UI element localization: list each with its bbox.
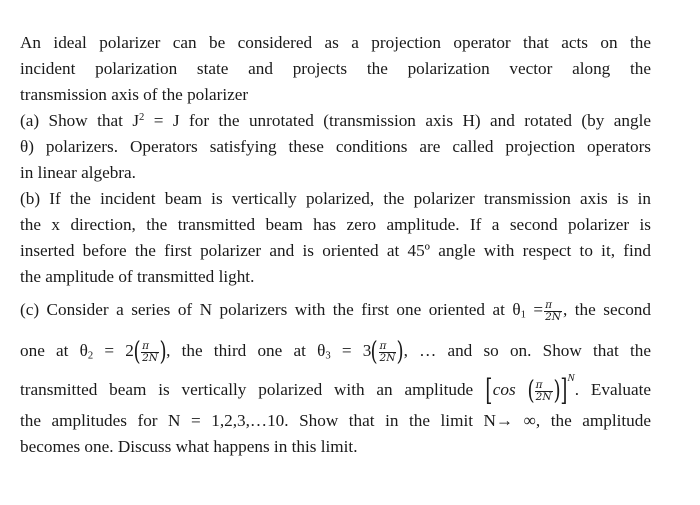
part-b-line-4: the amplitude of transmitted light. [20, 267, 255, 286]
part-b-line-2: the x direction, the transmitted beam has zero amplitude. If a second polarizer is [20, 215, 651, 234]
fraction-pi-over-2n-3 [379, 341, 397, 364]
part-c-line-3 [20, 372, 651, 408]
fraction-denominator: 2N [545, 310, 561, 323]
part-c-text-1: (c) Consider a series of N polarizers with the first one oriented at θ [20, 300, 521, 319]
fraction-denominator: 2N [142, 351, 158, 364]
theta1-subscript: 1 [520, 309, 526, 321]
part-a-line-1 [20, 108, 651, 134]
part-c-text-9: . Evaluate [574, 380, 652, 399]
theta2-subscript: 2 [87, 350, 94, 362]
part-c-line-1 [20, 290, 651, 330]
intro-line-1: An ideal polarizer can be considered as a projection operator that acts on the [20, 33, 651, 52]
theta3-subscript: 3 [325, 350, 331, 362]
part-a-line-2: θ) polarizers. Operators satisfying these conditions are called projection operators [20, 137, 651, 156]
left-bracket: [ [485, 373, 493, 409]
right-paren: ) [159, 337, 167, 368]
part-b-line-1: (b) If the incident beam is vertically polarized, the polarizer transmission axis is in [20, 189, 651, 208]
cos-function: cos [492, 380, 516, 399]
equals-sign: = [525, 300, 544, 319]
part-a-line-3: in linear algebra. [20, 163, 136, 182]
fraction-denominator: 2N [535, 390, 552, 403]
part-c-text-4: = 2 [93, 341, 134, 360]
right-paren: ) [396, 337, 405, 368]
left-paren: ( [527, 376, 535, 407]
part-c-text-8: transmitted beam is vertically polarized with an amplitude [20, 380, 486, 399]
part-c-text-2: , the second [563, 300, 651, 319]
left-paren: ( [370, 337, 379, 368]
power-n: N [567, 372, 575, 384]
fraction-pi-over-2n [544, 300, 562, 323]
part-c-text-5: , the third one at θ [166, 341, 326, 360]
part-c-line-2 [20, 330, 651, 372]
part-c-text-6: = 3 [330, 341, 372, 360]
fraction-numerator: π [379, 341, 397, 353]
fraction-numerator: π [544, 300, 562, 312]
problem-text [20, 30, 651, 460]
part-c-line-5: becomes one. Discuss what happens in this limit. [20, 437, 358, 456]
part-a-text-1: (a) Show that J [20, 111, 140, 130]
fraction-numerator: π [141, 341, 159, 353]
part-c-text-7: , … and so on. Show that the [403, 341, 651, 360]
part-b-line-3: inserted before the first polarizer and is oriented at 45º angle with respect to it, find [20, 241, 651, 260]
part-c-text-3: one at θ [20, 341, 88, 360]
part-a-text-2: = J for the unrotated (transmission axis H) and rotated (by angle [144, 111, 652, 130]
j-squared-exponent: 2 [139, 112, 145, 124]
left-paren: ( [133, 337, 141, 368]
intro-line-2: incident polarization state and projects the polarization vector along the [20, 59, 651, 78]
intro-line-3: transmission axis of the polarizer [20, 85, 249, 104]
fraction-pi-over-2n-2 [141, 341, 159, 364]
fraction-numerator: π [535, 380, 553, 392]
fraction-denominator: 2N [379, 351, 396, 364]
part-c-line-4: the amplitudes for N = 1,2,3,…10. Show that in the limit N→ ∞, the amplitude [20, 411, 651, 430]
right-paren: ) [553, 376, 561, 407]
right-bracket: ] [560, 373, 568, 409]
fraction-pi-over-2n-4 [535, 380, 553, 403]
